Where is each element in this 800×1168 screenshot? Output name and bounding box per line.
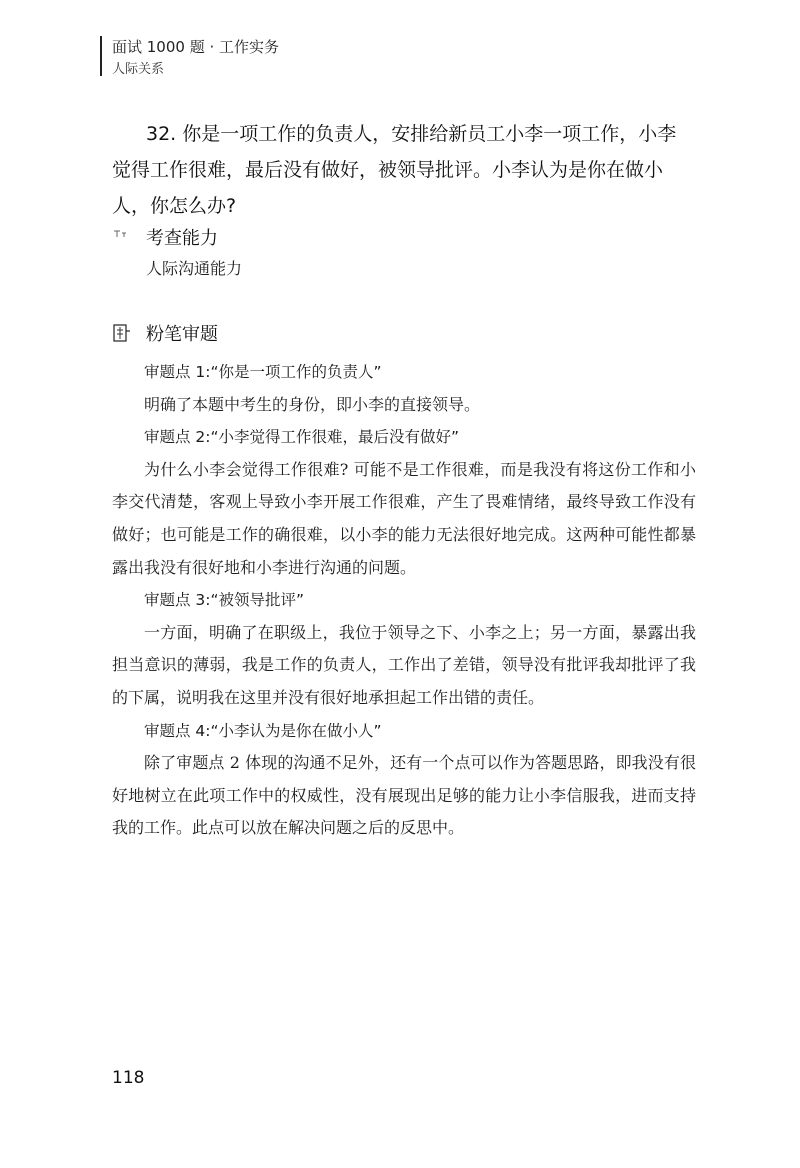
header-divider — [100, 36, 102, 76]
analysis-heading-label: 粉笔审题 — [146, 324, 218, 345]
question-text: 32. 你是一项工作的负责人，安排给新员工小李一项工作，小李觉得工作很难，最后没有做好，被领导批评。小李认为是你在做小人，你怎么办? — [112, 123, 677, 217]
pencil-note-icon — [112, 323, 132, 343]
review-explanation-1: 明确了本题中考生的身份，即小李的直接领导。 — [144, 394, 481, 414]
ability-icon — [112, 227, 132, 247]
review-point-1: 审题点 1:“你是一项工作的负责人” — [144, 363, 382, 381]
review-point-4: 审题点 4:“小李认为是你在做小人” — [144, 721, 382, 740]
review-explanation-2: 为什么小李会觉得工作很难? 可能不是工作很难，而是我没有将这份工作和小李交代清楚，客观上导致小李开展工作很难，产生了畏难情绪，最终导致工作没有做好；也可能是工作的确很难，以小李的能力无法很好地完成。这两种可能性都暴露出我没有很好地和小李进行沟通的问题。 — [112, 459, 696, 577]
ability-description: 人际沟通能力 — [146, 259, 243, 278]
analysis-section-heading — [112, 320, 218, 346]
review-point-3: 审题点 3:“被领导批评” — [144, 591, 305, 610]
review-explanation-4: 除了审题点 2 体现的沟通不足外，还有一个点可以作为答题思路，即我没有很好地树立在此项工作中的权威性，没有展现出足够的能力让小李信服我，进而支持我的工作。此点可以放在解决问题之后的反思中。 — [112, 753, 696, 838]
page-number: 118 — [112, 1068, 145, 1088]
review-explanation-3: 一方面，明确了在职级上，我位于领导之下、小李之上；另一方面，暴露出我担当意识的薄弱，我是工作的负责人，工作出了差错，领导没有批评我却批评了我的下属，说明我在这里并没有很好地承担起工作出错的责任。 — [112, 622, 696, 707]
analysis-body — [112, 356, 696, 845]
running-header-subtitle: 人际关系 — [112, 62, 165, 77]
review-point-2: 审题点 2:“小李觉得工作很难，最后没有做好” — [144, 428, 460, 447]
ability-section-heading — [112, 224, 218, 250]
ability-heading-label: 考查能力 — [146, 228, 218, 249]
running-header-title: 面试 1000 题 · 工作实务 — [112, 38, 280, 56]
